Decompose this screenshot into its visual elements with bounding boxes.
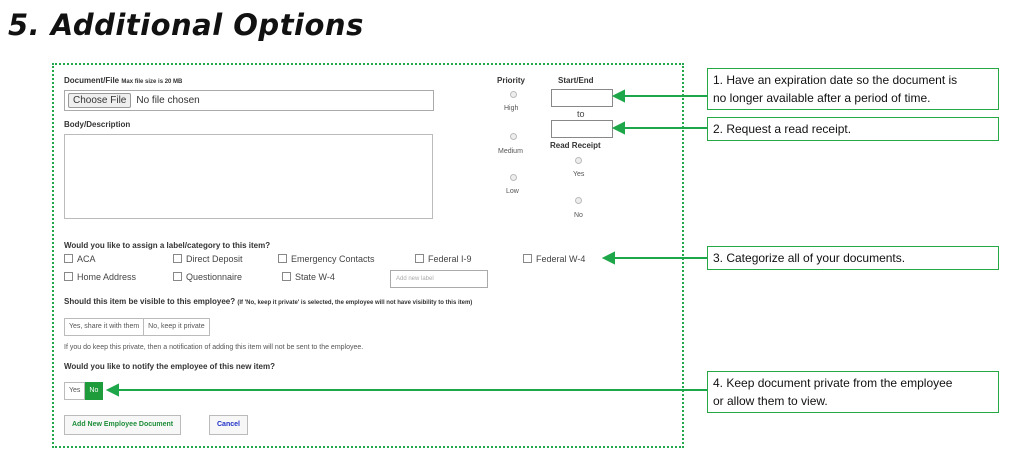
callout-expiration-line1: 1. Have an expiration date so the document is xyxy=(713,73,958,87)
cancel-button[interactable]: Cancel xyxy=(209,415,248,435)
callout-private-line2: or allow them to view. xyxy=(713,394,828,408)
callout-categorize-line1: 3. Categorize all of your documents. xyxy=(713,251,906,265)
callout-expiration-line2: no longer available after a period of time. xyxy=(713,91,931,105)
file-label-text: Document/File xyxy=(64,76,120,85)
notify-question: Would you like to notify the employee of this new item? xyxy=(64,362,275,371)
read-receipt-no-label: No xyxy=(574,212,583,219)
visibility-note: (If 'No, keep it private' is selected, the employee will not have visibility to this item) xyxy=(237,300,473,306)
read-receipt-label: Read Receipt xyxy=(550,141,601,150)
priority-label: Priority xyxy=(497,76,526,85)
choose-file-button[interactable]: Choose File xyxy=(68,93,131,108)
arrow-private-head xyxy=(108,385,118,395)
file-status: No file chosen xyxy=(136,95,200,106)
add-document-button[interactable]: Add New Employee Document xyxy=(64,415,181,435)
to-label: to xyxy=(577,109,585,119)
visibility-question-text: Should this item be visible to this employee? xyxy=(64,297,236,306)
priority-high-label: High xyxy=(504,105,519,112)
priority-low-label: Low xyxy=(506,188,519,195)
private-note: If you do keep this private, then a notification of adding this item will not be sent to the employee. xyxy=(64,344,364,351)
notify-yes-button[interactable]: Yes xyxy=(64,382,85,400)
category-federal-w4[interactable]: Federal W-4 xyxy=(523,254,585,264)
category-federal-i9[interactable]: Federal I-9 xyxy=(415,254,472,264)
category-aca[interactable]: ACA xyxy=(64,254,96,264)
slide-title: 5. Additional Options xyxy=(8,8,364,42)
read-receipt-yes-label: Yes xyxy=(573,171,585,178)
notify-no-button[interactable]: No xyxy=(85,382,103,400)
category-home-address[interactable]: Home Address xyxy=(64,272,136,282)
priority-medium-label: Medium xyxy=(498,148,523,155)
body-label: Body/Description xyxy=(64,120,131,129)
category-direct-deposit[interactable]: Direct Deposit xyxy=(173,254,243,264)
arrow-read-receipt-head xyxy=(614,123,624,133)
share-button[interactable]: Yes, share it with them xyxy=(64,318,144,336)
file-size-note: Max file size is 20 MB xyxy=(121,79,183,85)
category-question: Would you like to assign a label/category to this item? xyxy=(64,241,271,250)
start-end-label: Start/End xyxy=(558,76,594,85)
category-state-w4[interactable]: State W-4 xyxy=(282,272,335,282)
arrow-categorize-head xyxy=(604,253,614,263)
new-label-input[interactable]: Add new label xyxy=(390,270,488,288)
category-emergency-contacts[interactable]: Emergency Contacts xyxy=(278,254,375,264)
category-questionnaire[interactable]: Questionnaire xyxy=(173,272,242,282)
callout-read-receipt-line1: 2. Request a read receipt. xyxy=(713,122,852,136)
keep-private-button[interactable]: No, keep it private xyxy=(144,318,209,336)
callout-private-line1: 4. Keep document private from the employee xyxy=(713,376,953,390)
arrow-expiration-head xyxy=(614,91,624,101)
